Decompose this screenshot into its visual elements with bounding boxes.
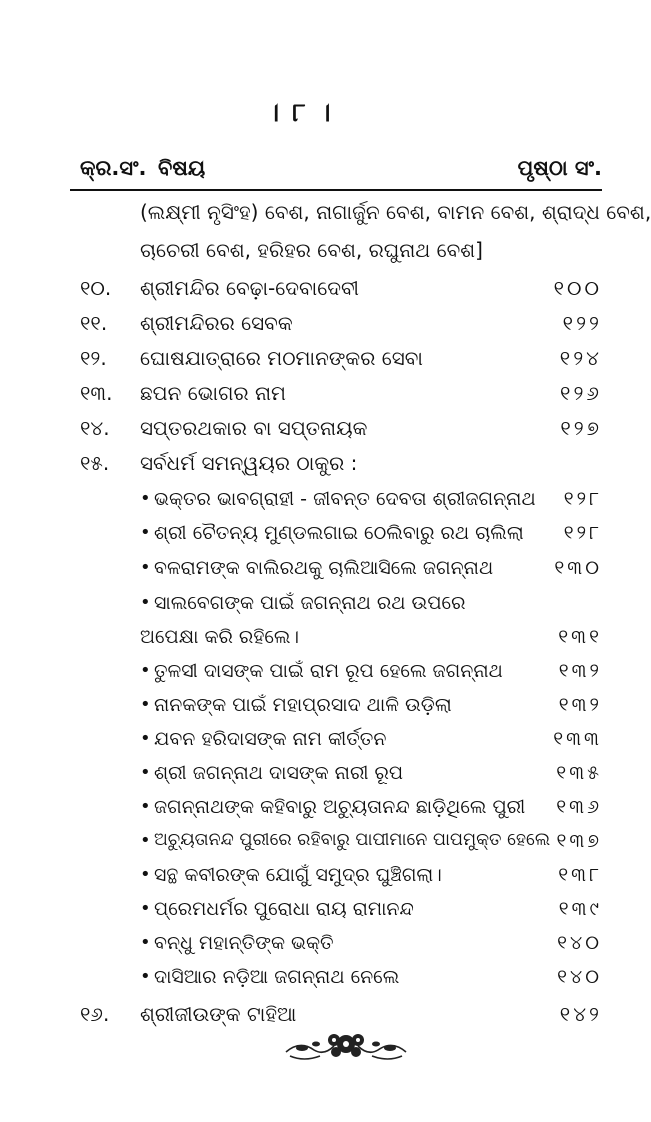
toc-subentry <box>140 588 602 660</box>
bullet-icon: • <box>140 660 151 681</box>
toc-entry <box>70 307 602 343</box>
entry-serial: ୧୦. <box>80 276 112 300</box>
subentry-title: ଭକ୍ତର ଭାବଗ୍ରାହୀ - ଜୀବନ୍ତ ଦେବତା ଶ୍ରୀଜଗନ୍ନାଥ <box>154 488 536 510</box>
entry-title: ଶ୍ରୀଜୀଉଙ୍କ ଟାହିଆ <box>140 1002 297 1026</box>
entry-page: ୧୪୨ <box>559 1002 602 1026</box>
toc-subentry <box>140 860 602 896</box>
entry-page: ୧୨୨ <box>562 311 602 335</box>
bullet-icon: • <box>140 830 151 851</box>
subentry-page: ୧୪୦ <box>557 932 602 954</box>
toc-subentry <box>140 928 602 964</box>
bullet-icon: • <box>140 592 151 613</box>
subentry-page: ୧୨୮ <box>563 488 602 510</box>
entry-serial: ୧୩. <box>80 381 113 405</box>
subentry-title-continued: ଅପେକ୍ଷା କରି ରହିଲେ। <box>140 626 300 648</box>
subentry-title: ଅଚ୍ୟୁତାନନ୍ଦ ପୁରୀରେ ରହିବାରୁ ପାପୀମାନେ ପାପମୁକ୍ତ ହେଲେ <box>154 830 551 850</box>
toc-entry <box>70 342 602 378</box>
entry-title: ସର୍ବଧର୍ମ ସମନ୍ୱୟର ଠାକୁର : <box>140 451 358 475</box>
bullet-icon: • <box>140 762 151 783</box>
toc-subentry <box>140 518 602 554</box>
subentry-page: ୧୩୩ <box>553 728 602 750</box>
continued-text-line: (ଲକ୍ଷ୍ମୀ ନୃସିଂହ) ବେଶ, ନାଗାର୍ଜୁନ ବେଶ, ବାମନ ବେଶ, ଶ୍ରାଦ୍ଧ ବେଶ, <box>140 200 651 224</box>
subentry-page: ୧୩୯ <box>558 898 602 920</box>
toc-subentry <box>140 792 602 828</box>
subentry-page: ୧୩୫ <box>556 762 602 784</box>
entry-serial: ୧୪. <box>80 416 110 440</box>
subentry-page: ୧୩୮ <box>558 864 602 886</box>
subentry-title: ଜଗନ୍ନାଥଙ୍କ କହିବାରୁ ଅଚ୍ୟୁତାନନ୍ଦ ଛାଡ଼ିଥିଲେ ପୁରୀ <box>154 796 526 818</box>
subentry-title: ଦାସିଆର ନଡ଼ିଆ ଜଗନ୍ନାଥ ନେଲେ <box>154 966 400 988</box>
continued-text-line: ଚାଚେରୀ ବେଶ, ହରିହର ବେଶ, ରଘୁନାଥ ବେଶ] <box>140 238 483 262</box>
entry-title: ଶ୍ରୀମନ୍ଦିର ବେଢ଼ା-ଦେବାଦେବୀ <box>140 276 359 300</box>
entry-page: ୧୨୬ <box>560 381 602 405</box>
bullet-icon: • <box>140 796 151 817</box>
toc-header <box>70 150 602 190</box>
subentry-title: ବଳରାମଙ୍କ ବାଲିରଥକୁ ଚାଲିଆସିଲେ ଜଗନ୍ନାଥ <box>154 557 494 579</box>
subentry-title: ନାନକଙ୍କ ପାଇଁ ମହାପ୍ରସାଦ ଥାଳି ଉଡ଼ିଲା <box>154 694 452 716</box>
page-number: । ୮ । <box>267 98 333 128</box>
bullet-icon: • <box>140 488 151 509</box>
entry-title: ଘୋଷଯାତ୍ରାରେ ମଠମାନଙ୍କର ସେବା <box>140 346 423 370</box>
entry-page: ୧୨୭ <box>560 416 602 440</box>
subentry-title: ଶ୍ରୀ ଜଗନ୍ନାଥ ଦାସଙ୍କ ନାରୀ ରୂପ <box>154 762 404 784</box>
subentry-page: ୧୨୮ <box>563 522 602 544</box>
toc-subentry <box>140 484 602 520</box>
subentry-title: ସନ୍ଥ କବୀରଙ୍କ ଯୋଗୁଁ ସମୁଦ୍ର ଘୁଞ୍ଚିଗଲା। <box>154 864 442 886</box>
toc-entry <box>70 272 602 308</box>
entry-page: ୧୨୪ <box>559 346 602 370</box>
subentry-page: ୧୩୨ <box>558 694 602 716</box>
toc-subentry <box>140 690 602 726</box>
subentry-title: ସାଲବେଗଙ୍କ ପାଇଁ ଜଗନ୍ନାଥ ରଥ ଉପରେ <box>154 592 466 614</box>
subentry-title: ଶ୍ରୀ ଚୈତନ୍ୟ ମୁଣ୍ଡଲଗାଇ ଠେଲିବାରୁ ରଥ ଚାଲିଲା <box>154 522 524 544</box>
header-serial: କ୍ର.ସଂ. <box>80 156 147 180</box>
toc-subentry <box>140 724 602 760</box>
bullet-icon: • <box>140 898 151 919</box>
subentry-page: ୧୩୬ <box>556 796 602 818</box>
header-subject: ବିଷୟ <box>158 156 206 180</box>
header-page: ପୃଷ୍ଠା ସଂ. <box>517 156 602 180</box>
subentry-page: ୧୩୭ <box>556 830 602 852</box>
subentry-title: ତୁଳସୀ ଦାସଙ୍କ ପାଇଁ ରାମ ରୂପ ହେଲେ ଜଗନ୍ନାଥ <box>154 660 503 682</box>
subentry-page: ୧୩୦ <box>554 557 602 579</box>
floral-ornament-icon <box>280 1022 412 1066</box>
bullet-icon: • <box>140 966 151 987</box>
entry-title: ଶ୍ରୀମନ୍ଦିରର ସେବକ <box>140 311 293 335</box>
bullet-icon: • <box>140 864 151 885</box>
subentry-page: ୧୪୦ <box>557 966 602 988</box>
subentry-title: ପ୍ରେମଧର୍ମର ପୁରୋଧା ରାୟ ରାମାନନ୍ଦ <box>154 898 414 920</box>
toc-subentry <box>140 962 602 998</box>
toc-subentry <box>140 758 602 794</box>
subentry-title: ଯବନ ହରିଦାସଙ୍କ ନାମ କୀର୍ତ୍ତନ <box>154 728 387 750</box>
header-divider <box>70 189 602 191</box>
bullet-icon: • <box>140 557 151 578</box>
entry-serial: ୧୧. <box>80 311 108 335</box>
toc-entry <box>70 377 602 413</box>
bullet-icon: • <box>140 932 151 953</box>
bullet-icon: • <box>140 522 151 543</box>
toc-subentry <box>140 826 602 862</box>
toc-subentry <box>140 553 602 589</box>
entry-serial: ୧୨. <box>80 346 107 370</box>
subentry-page: ୧୩୧ <box>558 626 602 648</box>
toc-entry <box>70 412 602 448</box>
subentry-page: ୧୩୨ <box>558 660 602 682</box>
bullet-icon: • <box>140 694 151 715</box>
toc-entry <box>70 447 602 483</box>
subentry-title: ବନ୍ଧୁ ମହାନ୍ତିଙ୍କ ଭକ୍ତି <box>154 932 334 954</box>
entry-page: ୧୦୦ <box>553 276 602 300</box>
toc-subentry <box>140 656 602 692</box>
entry-title: ଛପନ ଭୋଗର ନାମ <box>140 381 287 405</box>
bullet-icon: • <box>140 728 151 749</box>
entry-title: ସପ୍ତରଥକାର ବା ସପ୍ତନାୟକ <box>140 416 368 440</box>
entry-serial: ୧୫. <box>80 451 110 475</box>
entry-serial: ୧୬. <box>80 1002 110 1026</box>
toc-subentry <box>140 894 602 930</box>
